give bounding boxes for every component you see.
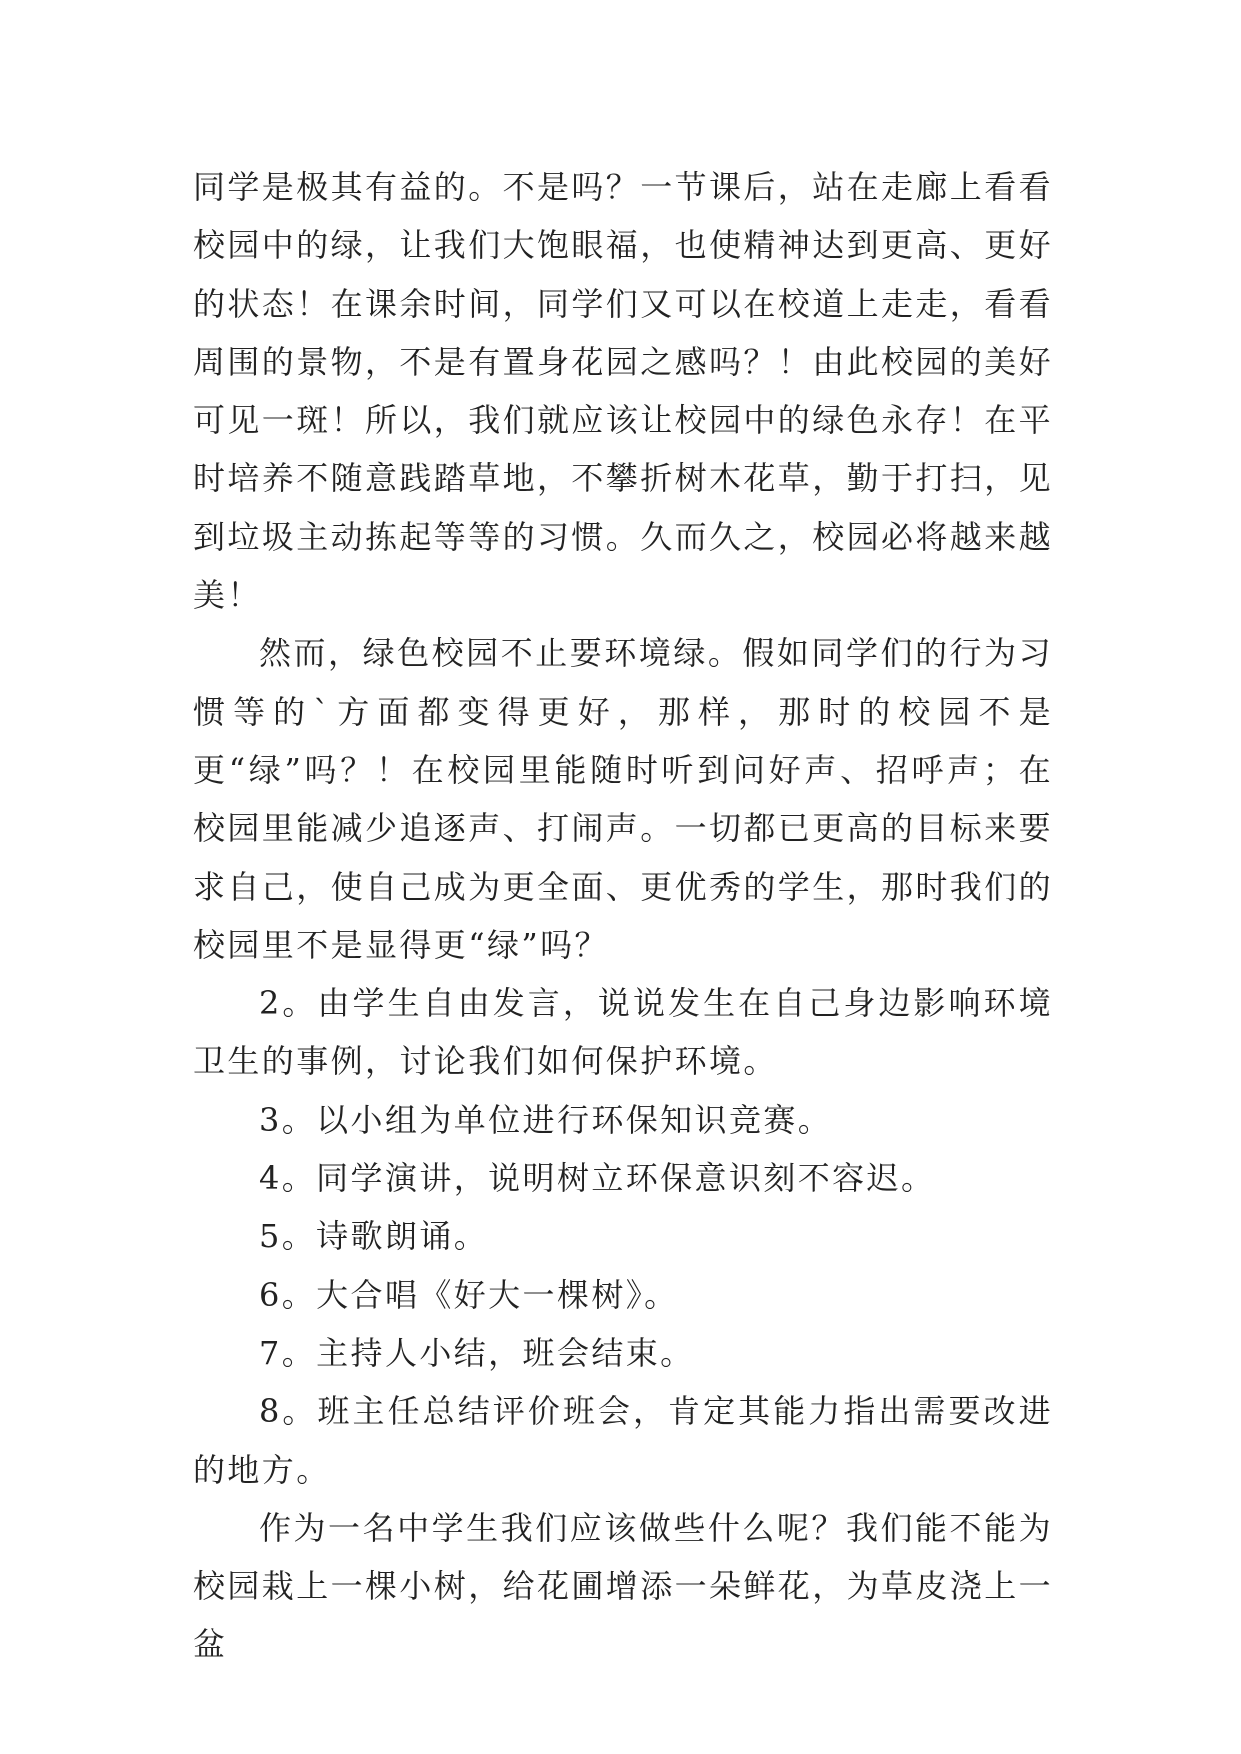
body-text bbox=[193, 158, 1053, 1674]
paragraph-green-campus: 然而，绿色校园不止要环境绿。假如同学们的行为习惯等的`方面都变得更好，那样，那时的校园不是更“绿”吗？！在校园里能随时听到问好声、招呼声；在校园里能减少追逐声、打闹声。一切都已更高的目标来要求自己，使自己成为更全面、更优秀的学生，那时我们的校园里不是显得更“绿”吗？ bbox=[193, 634, 1054, 964]
list-item-7: 7。主持人小结，班会结束。 bbox=[259, 1333, 695, 1372]
paragraph-student-role: 作为一名中学生我们应该做些什么呢？我们能不能为校园栽上一棵小树，给花圃增添一朵鲜花，为草皮浇上一盆 bbox=[193, 1508, 1054, 1664]
list-item-8: 8。班主任总结评价班会，肯定其能力指出需要改进的地方。 bbox=[193, 1392, 1053, 1489]
list-item-4: 4。同学演讲，说明树立环保意识刻不容迟。 bbox=[259, 1159, 936, 1198]
list-item-5: 5。诗歌朗诵。 bbox=[259, 1217, 489, 1256]
paragraph-continuation: 同学是极其有益的。不是吗？一节课后，站在走廊上看看校园中的绿，让我们大饱眼福，也使精神达到更高、更好的状态！在课余时间，同学们又可以在校道上走走，看看周围的景物，不是有置身花园之感吗？！由此校园的美好可见一斑！所以，我们就应该让校园中的绿色永存！在平时培养不随意践踏草地，不攀折树木花草，勤于打扫，见到垃圾主动拣起等等的习惯。久而久之，校园必将越来越美！ bbox=[193, 168, 1054, 615]
list-item-2: 2。由学生自由发言，说说发生在自己身边影响环境卫生的事例，讨论我们如何保护环境。 bbox=[193, 984, 1053, 1081]
list-item-3: 3。以小组为单位进行环保知识竞赛。 bbox=[259, 1100, 833, 1139]
list-item-6: 6。大合唱《好大一棵树》。 bbox=[259, 1275, 679, 1314]
